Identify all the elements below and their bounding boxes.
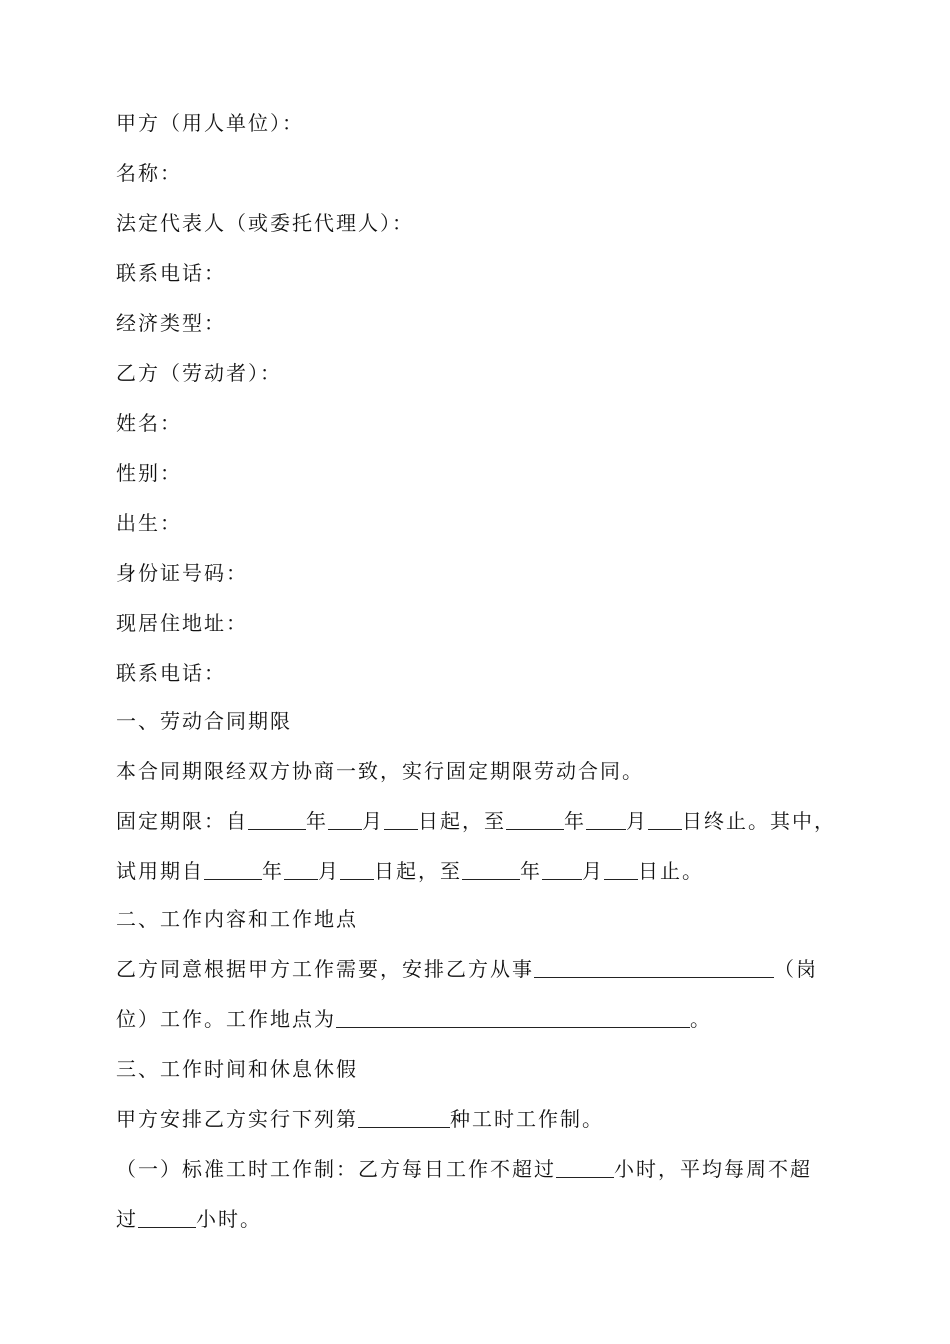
section-1-title: 一、劳动合同期限 xyxy=(116,709,292,733)
section-3-text-d: 小时，平均每周不超 xyxy=(614,1157,812,1181)
trial-text-4: 日起，至 xyxy=(374,859,462,883)
working-hours-system-blank[interactable] xyxy=(358,1105,450,1128)
section-2-title: 二、工作内容和工作地点 xyxy=(116,907,358,931)
party-b-heading: 乙方（劳动者）： xyxy=(116,361,282,385)
section-2-text-a: 乙方同意根据甲方工作需要，安排乙方从事 xyxy=(116,957,534,981)
section-2-text-d: 。 xyxy=(690,1007,712,1031)
section-3-text-f: 小时。 xyxy=(196,1207,262,1231)
section-2-paragraph-line-2 xyxy=(116,1004,846,1034)
daily-hours-blank[interactable] xyxy=(556,1155,614,1178)
section-2-text-b: （岗 xyxy=(774,957,818,981)
trial-text-6: 月 xyxy=(582,859,604,883)
fixed-start-year-blank[interactable] xyxy=(248,807,306,830)
party-a-heading: 甲方（用人单位）： xyxy=(116,111,304,135)
section-3-text-b: 种工时工作制。 xyxy=(450,1107,604,1131)
fixed-term-text-7: 日终止。其中， xyxy=(682,809,836,833)
trial-end-year-blank[interactable] xyxy=(462,857,520,880)
fixed-end-month-blank[interactable] xyxy=(586,807,626,830)
trial-period-line xyxy=(116,856,846,886)
party-a-economic-type-label: 经济类型： xyxy=(116,311,226,335)
section-3-text-c: （一）标准工时工作制：乙方每日工作不超过 xyxy=(116,1157,556,1181)
trial-start-month-blank[interactable] xyxy=(284,857,318,880)
fixed-term-text-6: 月 xyxy=(626,809,648,833)
trial-text-3: 月 xyxy=(318,859,340,883)
fixed-term-line xyxy=(116,806,846,836)
trial-start-day-blank[interactable] xyxy=(340,857,374,880)
trial-text-1: 试用期自 xyxy=(116,859,204,883)
section-3-paragraph-line-1 xyxy=(116,1104,846,1134)
section-1-paragraph: 本合同期限经双方协商一致，实行固定期限劳动合同。 xyxy=(116,759,644,783)
party-a-phone-label: 联系电话： xyxy=(116,261,226,285)
fixed-start-month-blank[interactable] xyxy=(328,807,362,830)
trial-text-5: 年 xyxy=(520,859,542,883)
fixed-term-text-2: 年 xyxy=(306,809,328,833)
weekly-hours-blank[interactable] xyxy=(138,1205,196,1228)
party-a-representative-label: 法定代表人（或委托代理人）： xyxy=(116,211,414,235)
fixed-term-text-1: 固定期限：自 xyxy=(116,809,248,833)
trial-end-month-blank[interactable] xyxy=(542,857,582,880)
work-location-blank[interactable] xyxy=(336,1005,690,1028)
fixed-start-day-blank[interactable] xyxy=(384,807,418,830)
party-a-name-label: 名称： xyxy=(116,161,182,185)
section-2-text-c: 位）工作。工作地点为 xyxy=(116,1007,336,1031)
section-2-paragraph-line-1 xyxy=(116,954,846,984)
party-b-birth-label: 出生： xyxy=(116,511,182,535)
section-3-text-a: 甲方安排乙方实行下列第 xyxy=(116,1107,358,1131)
fixed-term-text-5: 年 xyxy=(564,809,586,833)
section-3-paragraph-line-3 xyxy=(116,1204,846,1234)
trial-text-7: 日止。 xyxy=(638,859,704,883)
fixed-end-year-blank[interactable] xyxy=(506,807,564,830)
party-b-id-label: 身份证号码： xyxy=(116,561,248,585)
fixed-term-text-3: 月 xyxy=(362,809,384,833)
trial-end-day-blank[interactable] xyxy=(604,857,638,880)
section-3-paragraph-line-2 xyxy=(116,1154,846,1184)
party-b-name-label: 姓名： xyxy=(116,411,182,435)
fixed-end-day-blank[interactable] xyxy=(648,807,682,830)
party-b-address-label: 现居住地址： xyxy=(116,611,248,635)
section-3-title: 三、工作时间和休息休假 xyxy=(116,1057,358,1081)
position-blank[interactable] xyxy=(534,955,774,978)
party-b-phone-label: 联系电话： xyxy=(116,661,226,685)
section-3-text-e: 过 xyxy=(116,1207,138,1231)
fixed-term-text-4: 日起，至 xyxy=(418,809,506,833)
trial-start-year-blank[interactable] xyxy=(204,857,262,880)
trial-text-2: 年 xyxy=(262,859,284,883)
party-b-gender-label: 性别： xyxy=(116,461,182,485)
